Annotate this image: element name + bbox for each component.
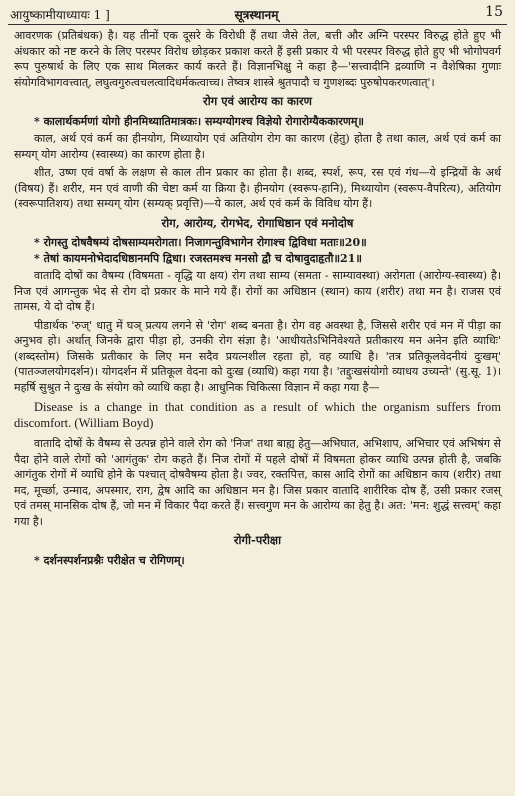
paragraph: आवरणक (प्रतिबंधक) है। यह तीनों एक दूसरे के विरोधी हैं तथा जैसे तेल, बत्ती और अग्नि परस्पर विरुद्ध होते हुए भी अंधकार को नष्ट करने के लिए परस्पर विरोध छोड़कर प्रकाश करते हैं इसी प्रकार ये भी परस्पर विरुद्ध होते हुए भी भोगोपवर्ग रूप पुरुषार्थ के लिए एक साथ मिलकर कार्य करते हैं। विज्ञानभिक्षु ने कहा है—'सत्त्वादीनि द्रव्याणि न वैशेषिका गुणाः संयोगविभागवत्त्वात्, लघुत्वगुरुत्वचलत्वादिधर्मकत्वाच्च। तेष्वत्र शास्त्रे श्रुतपादौ च गुणशब्दः पुरुषोपकरणत्वात्'।	[14, 29, 501, 89]
running-header	[10, 2, 503, 24]
paragraph: वातादि दोषों के वैषम्य से उत्पन्न होने वाले रोग को 'निज' तथा बाह्य हेतु—अभिघात, अभिशाप, अभिचार एवं अभिषंग से पैदा होने वाले रोगों को 'आगंतुक' रोग कहते हैं। निज रोगों में पहले दोषों में विषमता होकर व्याधि उत्पन्न होती है, जबकि आगंतुक रोगों में व्याधि होने के पश्चात् दोषवैषम्य होता है। ज्वर, रक्तपित्त, कास आदि रोगों का अधिष्ठान काय (शरीर) तथा मद, मूर्च्छा, उन्माद, अपस्मार, राग, द्वेष आदि का अधिष्ठान मन है। जिस प्रकार वातादि शारीरिक दोष हैं, उसी प्रकार रजस् एवं तमस् मानसिक दोष हैं, जो मन में विकार पैदा करते हैं। सत्त्वगुण मन के आरोग्य का हेतु है। अत: 'मन: शुद्धं सत्त्वम्' कहा गया है।	[14, 437, 501, 528]
paragraph: वातादि दोषों का वैषम्य (विषमता - वृद्धि या क्षय) रोग तथा साम्य (समता - साम्यावस्था) अरोगता (आरोग्य-स्वास्थ्य) है। निज एवं आगन्तुक भेद से रोग दो प्रकार के माने गये हैं। रोगों का अधिष्ठान (स्थान) काय (शरीर) तथा मन है। राजस एवं तामस, ये दो दोष हैं।	[14, 269, 501, 313]
paragraph: पीडार्थक 'रुज्' धातु में घञ् प्रत्यय लगने से 'रोग' शब्द बनता है। रोग वह अवस्था है, जिससे शरीर एवं मन में पीड़ा का अनुभव हो। अर्थात् जिनके द्वारा पीड़ा हो, उनकी रोग संज्ञा है। 'आधीयतेऽभिनिवेश्यते प्रतीकारय मन अनेन इति व्याधिः' (शब्दस्तोम) जिसके प्रतीकार के लिए मन सदैव प्रयत्नशील रहता हो, वह व्याधि है। 'तत्र प्रतिकूलवेदनीयं दुःखम्' (पातञ्जलयोगदर्शन)। योगदर्शन में प्रतिकूल वेदना को दुःख (व्याधि) कहा गया है। 'तद्दुःखसंयोगो व्याधय उच्यन्ते' (सु.सू. 1)। महर्षि सुश्रुत ने दुःख के संयोग को व्याधि कहा है। आधुनिक चिकित्सा विज्ञान में कहा गया है—	[14, 318, 501, 394]
header-rule	[8, 24, 507, 25]
sanskrit-verse	[14, 114, 501, 130]
english-quote: Disease is a change in that condition as a result of which the organism suffers from discomfort. (William Boyd)	[14, 400, 501, 430]
verse-line: * कालार्थकर्मणां योगो हीनमिथ्यातिमात्रकः। सम्यग्योगश्च विज्ञेयो रोगारोग्यैककारणम्॥	[34, 114, 364, 128]
sanskrit-verse	[14, 235, 501, 266]
section-title: सूत्रस्थानम्	[234, 8, 279, 22]
page-number: 15	[485, 4, 503, 20]
chapter-title: आयुष्कामीयाध्यायः 1 ]	[10, 8, 110, 22]
section-heading: रोग, आरोग्य, रोगभेद, रोगाधिष्ठान एवं मनोदोष	[161, 215, 354, 230]
page-body	[14, 28, 501, 568]
verse-line: * रोगस्तु दोषवैषम्यं दोषसाम्यमरोगता। निजागन्तुविभागेन रोगाश्च द्विविधा मताः॥20॥	[34, 236, 367, 249]
sanskrit-verse: * दर्शनस्पर्शनप्रश्नैः परीक्षेत च रोगिणम्।	[34, 553, 185, 567]
section-heading: रोगी-परीक्षा	[233, 533, 282, 547]
paragraph: काल, अर्थ एवं कर्म का हीनयोग, मिथ्यायोग एवं अतियोग रोग का कारण (हेतु) होता है तथा काल, अर्थ एवं कर्म का सम्यग् योग आरोग्य (स्वास्थ्य) का कारण होता है।	[14, 132, 501, 161]
verse-line: * तेषां कायमनोभेदादधिष्ठानमपि द्विधा। रजस्तमश्च मनसो द्वौ च दोषावुदाहृतौ॥21॥	[34, 251, 362, 265]
paragraph: शीत, उष्ण एवं वर्षा के लक्षण से काल तीन प्रकार का होता है। शब्द, स्पर्श, रूप, रस एवं गंध—ये इन्द्रियों के अर्थ (विषय) हैं। शरीर, मन एवं वाणी की चेष्टा कर्म या क्रिया है। हीनयोग (स्वरूप-हानि), मिथ्यायोग (स्वरूप-वैपरित्य), अतियोग (स्वरूपातिशय) तथा सम्यग् योग (सम्यक् प्रवृत्ति)—ये काल, अर्थ एवं कर्म के विविध योग हैं।	[14, 166, 501, 210]
section-heading: रोग एवं आरोग्य का कारण	[203, 94, 312, 108]
